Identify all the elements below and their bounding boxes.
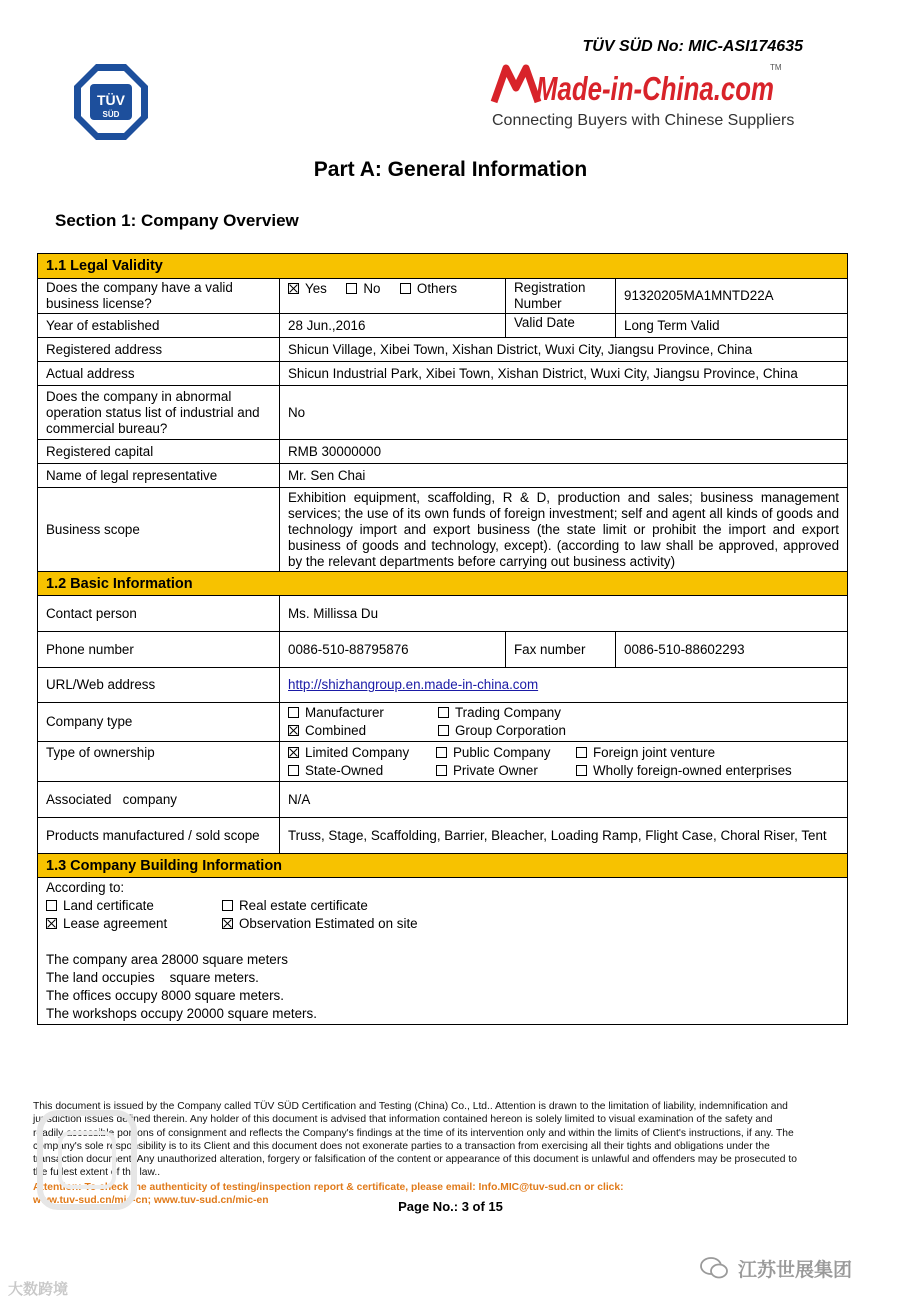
tuv-logo-text: TÜV <box>97 92 125 108</box>
phone-number: 0086-510-88795876 <box>280 632 506 668</box>
url-label: URL/Web address <box>38 668 280 703</box>
section-title: Section 1: Company Overview <box>55 211 299 230</box>
offices-area: The offices occupy 8000 square meters. <box>46 988 284 1003</box>
mic-slogan: Connecting Buyers with Chinese Suppliers <box>492 112 795 129</box>
phone-row <box>38 632 848 668</box>
checkbox-checked-icon <box>288 747 299 758</box>
basis-real-estate <box>222 897 368 915</box>
option-label: Manufacturer <box>305 705 384 720</box>
option-label: Trading Company <box>455 705 561 720</box>
option-label: Observation Estimated on site <box>239 916 418 931</box>
legal-rep-row <box>38 464 848 488</box>
business-scope: Exhibition equipment, scaffolding, R & D, production and sales; business management services; the use of its own funds of foreign investment; self and agent all kinds of goods and technology import and export business (the state limit or prohibit the import and export business of goods and technology, except). (according to law shall be approved, approved by the relevant departments before carrying out business activity) <box>280 488 848 572</box>
ownership-label: Type of ownership <box>38 742 280 782</box>
products-row <box>38 818 848 854</box>
type-option-manufacturer <box>288 704 438 722</box>
option-label: Private Owner <box>453 762 538 778</box>
tuv-sud-logo <box>72 62 150 142</box>
license-row <box>38 279 848 314</box>
legal-validity-header: 1.1 Legal Validity <box>38 254 848 279</box>
mic-tm: TM <box>770 63 782 72</box>
business-scope-label: Business scope <box>38 488 280 572</box>
building-info-row <box>38 878 848 1025</box>
checkbox-empty-icon <box>436 747 447 758</box>
ownership-row <box>38 742 848 782</box>
license-option-yes <box>288 281 327 297</box>
checkbox-empty-icon <box>222 900 233 911</box>
license-options <box>280 279 506 314</box>
phone-label: Phone number <box>38 632 280 668</box>
certificate-number: TÜV SÜD No: MIC-ASI174635 <box>582 38 803 55</box>
page-number: Page No.: 3 of 15 <box>398 1199 503 1214</box>
option-label: Combined <box>305 723 367 738</box>
checkbox-empty-icon <box>288 707 299 718</box>
option-label: Wholly foreign-owned enterprises <box>593 762 792 778</box>
checkbox-empty-icon <box>400 283 411 294</box>
associated-company: N/A <box>280 782 848 818</box>
registered-capital: RMB 30000000 <box>280 440 848 464</box>
company-overview-table <box>37 253 848 1025</box>
checkbox-empty-icon <box>436 765 447 776</box>
building-info-header-row <box>38 854 848 878</box>
url-cell <box>280 668 848 703</box>
own-option-wfoe <box>576 762 792 780</box>
watermark-stamp-icon <box>32 1105 142 1215</box>
company-type-row <box>38 703 848 742</box>
option-label: No <box>363 281 381 296</box>
type-option-combined <box>288 722 438 740</box>
checkbox-checked-icon <box>288 725 299 736</box>
website-link[interactable]: http://shizhangroup.en.made-in-china.com <box>288 677 539 692</box>
basis-land-cert <box>46 897 222 915</box>
building-info-header: 1.3 Company Building Information <box>38 854 848 878</box>
watermark-bottom-left: 大数跨境 <box>8 1281 69 1298</box>
products-label: Products manufactured / sold scope <box>38 818 280 854</box>
checkbox-checked-icon <box>222 918 233 929</box>
company-type-options <box>280 703 848 742</box>
own-option-foreign-jv <box>576 744 715 762</box>
business-scope-row <box>38 488 848 572</box>
option-label: Lease agreement <box>63 916 168 931</box>
fax-label: Fax number <box>506 632 616 668</box>
checkbox-checked-icon <box>46 918 57 929</box>
option-label: Group Corporation <box>455 723 566 738</box>
type-option-trading <box>438 704 561 722</box>
made-in-china-logo <box>490 58 790 106</box>
ownership-options <box>280 742 848 782</box>
checkbox-empty-icon <box>288 765 299 776</box>
checkbox-empty-icon <box>438 707 449 718</box>
legal-validity-header-row <box>38 254 848 279</box>
checkbox-empty-icon <box>438 725 449 736</box>
own-option-private <box>436 762 576 780</box>
option-label: Yes <box>305 281 327 296</box>
products: Truss, Stage, Scaffolding, Barrier, Bleacher, Loading Ramp, Flight Case, Choral Riser, Tent <box>280 818 848 854</box>
wechat-icon <box>700 1256 728 1280</box>
registered-address: Shicun Village, Xibei Town, Xishan District, Wuxi City, Jiangsu Province, China <box>280 338 848 362</box>
registration-number-label: Registration Number <box>506 279 616 314</box>
year-established-label: Year of established <box>38 314 280 338</box>
checkbox-empty-icon <box>576 765 587 776</box>
checkbox-empty-icon <box>346 283 357 294</box>
abnormal-status-row <box>38 386 848 440</box>
established-row <box>38 314 848 338</box>
registered-address-row <box>38 338 848 362</box>
option-label: Others <box>416 281 458 296</box>
attention-text: Attention: To check the authenticity of testing/inspection report & certificate, please email: Info.MIC@tuv-sud.cn or click: <box>33 1182 624 1193</box>
url-row <box>38 668 848 703</box>
legal-representative: Mr. Sen Chai <box>280 464 848 488</box>
option-label: Limited Company <box>305 744 410 760</box>
land-area: The land occupies square meters. <box>46 970 259 985</box>
option-label: Land certificate <box>63 898 154 913</box>
checkbox-empty-icon <box>46 900 57 911</box>
contact-person: Ms. Millissa Du <box>280 596 848 632</box>
basic-info-header: 1.2 Basic Information <box>38 572 848 596</box>
valid-date: Long Term Valid <box>616 314 848 338</box>
option-label: Foreign joint venture <box>593 744 716 760</box>
license-question: Does the company have a valid business license? <box>38 279 280 314</box>
checkbox-empty-icon <box>576 747 587 758</box>
capital-row <box>38 440 848 464</box>
workshops-area: The workshops occupy 20000 square meters. <box>46 1006 317 1021</box>
registration-number: 91320205MA1MNTD22A <box>616 279 848 314</box>
valid-date-label: Valid Date <box>506 314 616 338</box>
checkbox-checked-icon <box>288 283 299 294</box>
license-option-no <box>346 281 380 297</box>
actual-address: Shicun Industrial Park, Xibei Town, Xishan District, Wuxi City, Jiangsu Province, China <box>280 362 848 386</box>
company-area: The company area 28000 square meters <box>46 952 288 967</box>
according-to: According to: <box>46 880 125 895</box>
basis-observation <box>222 915 418 933</box>
registered-capital-label: Registered capital <box>38 440 280 464</box>
attention-links[interactable]: www.tuv-sud.cn/mic-cn; www.tuv-sud.cn/mic-en <box>33 1195 269 1207</box>
option-label: Public Company <box>453 744 551 760</box>
actual-address-row <box>38 362 848 386</box>
own-option-public <box>436 744 576 762</box>
tuv-logo-sub: SÜD <box>102 110 120 119</box>
own-option-state <box>288 762 436 780</box>
associated-company-label: Associated company <box>38 782 280 818</box>
building-info-body <box>38 878 848 1025</box>
registered-address-label: Registered address <box>38 338 280 362</box>
option-label: State-Owned <box>305 762 384 778</box>
abnormal-status-question: Does the company in abnormal operation status list of industrial and commercial bureau? <box>38 386 280 440</box>
basis-lease <box>46 915 222 933</box>
associated-row <box>38 782 848 818</box>
fax-number: 0086-510-88602293 <box>616 632 848 668</box>
contact-person-label: Contact person <box>38 596 280 632</box>
legal-representative-label: Name of legal representative <box>38 464 280 488</box>
actual-address-label: Actual address <box>38 362 280 386</box>
basic-info-header-row <box>38 572 848 596</box>
year-established: 28 Jun.,2016 <box>280 314 506 338</box>
company-type-label: Company type <box>38 703 280 742</box>
own-option-limited <box>288 744 436 762</box>
page-title: Part A: General Information <box>313 158 588 181</box>
abnormal-status-answer: No <box>280 386 848 440</box>
option-label: Real estate certificate <box>239 898 368 913</box>
license-option-others <box>400 281 457 297</box>
watermark-bottom-right: 江苏世展集团 <box>738 1260 853 1281</box>
type-option-group <box>438 722 566 740</box>
mic-logo-text: Made-in-China.com <box>536 70 774 107</box>
footer-disclaimer: This document is issued by the Company called TÜV SÜD Certification and Testing (China) Co., Ltd.. Attention is drawn to the limitation of liability, indemnification and jurisdiction issues defined therein. Any holder of this document is advised that information contained hereon is solely limited to visual examination of the safety and readily accessible portions of consignment and reflects the Company's findings at the time of its intervention only and within the limits of Client's instructions, if any. The company's sole responsibility is to its Client and this document does not exonerate parties to a transaction from exercising all their tights and obligations under the transaction document. Any unauthorized alteration, forgery or falsification of the content or appearance of this document is unlawful and offenders may be prosecuted to the fullest extent of the law.. <box>33 1101 797 1179</box>
contact-row <box>38 596 848 632</box>
